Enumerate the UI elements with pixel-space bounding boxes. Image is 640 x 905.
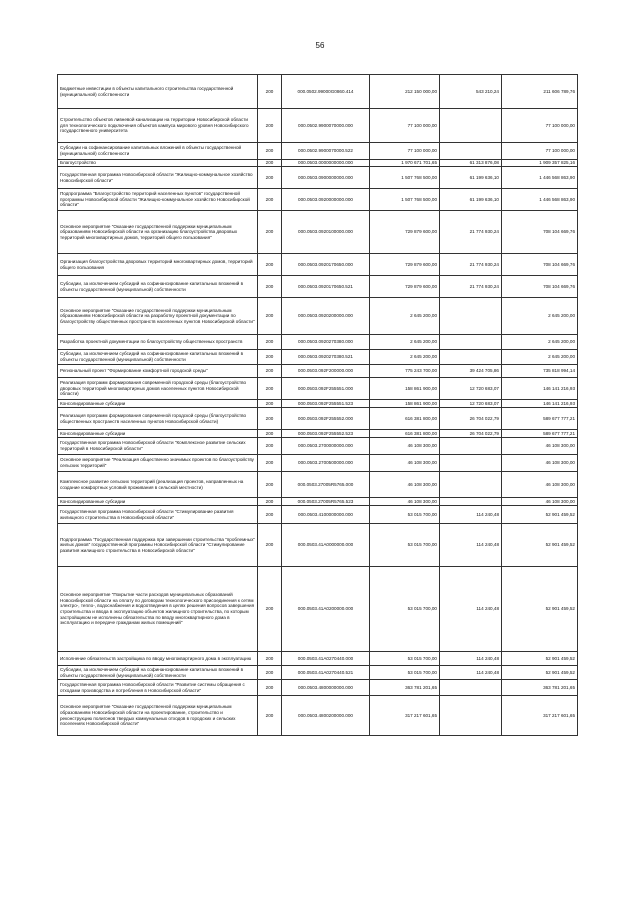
- row-name-cell: Субсидии, за исключением субсидий на софинансирование капитальных вложений в объекты государственной (муниципальной) собственности: [58, 666, 258, 680]
- row-change-amount-cell: [440, 109, 502, 143]
- row-admin-code-cell: 200: [258, 276, 282, 298]
- row-admin-code-cell: 200: [258, 143, 282, 160]
- row-total-amount-cell: 52 901 459,52: [502, 666, 578, 680]
- table-row: [58, 167, 578, 189]
- row-total-amount-cell: 363 781 201,65: [502, 680, 578, 696]
- row-name-cell: Государственная программа Новосибирской области "Развитие системы обращения с отходами производства и потребления в Новосибирской области": [58, 680, 258, 696]
- table-row: [58, 378, 578, 400]
- row-change-amount-cell: 114 240,48: [440, 506, 502, 524]
- table-row: [58, 680, 578, 696]
- row-planned-amount-cell: 212 150 000,00: [370, 75, 440, 109]
- page-number: 56: [315, 41, 325, 50]
- table-row: [58, 498, 578, 506]
- row-change-amount-cell: 39 424 705,86: [440, 365, 502, 378]
- row-change-amount-cell: [440, 335, 502, 350]
- table-body: [58, 75, 578, 736]
- row-total-amount-cell: 1 909 357 825,16: [502, 160, 578, 167]
- row-change-amount-cell: 114 240,48: [440, 567, 502, 652]
- row-planned-amount-cell: 53 015 700,00: [370, 524, 440, 567]
- row-classification-code-cell: 000.0503.41A0270440.000: [282, 652, 370, 666]
- row-planned-amount-cell: 729 879 600,00: [370, 211, 440, 254]
- budget-table: [57, 74, 578, 736]
- row-admin-code-cell: 200: [258, 506, 282, 524]
- row-name-cell: Субсидии, за исключением субсидий на софинансирование капитальных вложений в объекты государственной (муниципальной) собственности: [58, 350, 258, 365]
- row-name-cell: Государственная программа Новосибирской области "Жилищно-коммунальное хозяйство Новосибирской области": [58, 167, 258, 189]
- table-row: [58, 143, 578, 160]
- row-planned-amount-cell: 775 243 700,00: [370, 365, 440, 378]
- row-planned-amount-cell: 1 507 768 500,00: [370, 189, 440, 211]
- row-classification-code-cell: 000.0503.2700500000.000: [282, 455, 370, 472]
- row-change-amount-cell: [440, 680, 502, 696]
- table-row: [58, 455, 578, 472]
- table-row: [58, 211, 578, 254]
- row-classification-code-cell: 000.0503.0000000000.000: [282, 160, 370, 167]
- row-total-amount-cell: 2 645 200,00: [502, 335, 578, 350]
- table-row: [58, 666, 578, 680]
- table-row: [58, 408, 578, 430]
- row-change-amount-cell: 12 720 683,07: [440, 400, 502, 408]
- row-planned-amount-cell: 46 108 300,00: [370, 472, 440, 498]
- row-change-amount-cell: 21 774 930,24: [440, 276, 502, 298]
- row-admin-code-cell: 200: [258, 365, 282, 378]
- row-change-amount-cell: 61 313 876,08: [440, 160, 502, 167]
- row-total-amount-cell: 46 108 300,00: [502, 438, 578, 455]
- row-name-cell: Благоустройство: [58, 160, 258, 167]
- row-total-amount-cell: 52 901 459,52: [502, 506, 578, 524]
- row-total-amount-cell: 52 901 459,52: [502, 567, 578, 652]
- row-classification-code-cell: 000.0502.99000G0860.414: [282, 75, 370, 109]
- row-admin-code-cell: 200: [258, 298, 282, 335]
- row-total-amount-cell: 77 100 000,00: [502, 109, 578, 143]
- row-planned-amount-cell: 363 781 201,65: [370, 680, 440, 696]
- row-total-amount-cell: 146 141 216,93: [502, 400, 578, 408]
- row-planned-amount-cell: 729 879 600,00: [370, 276, 440, 298]
- row-classification-code-cell: 000.0503.41A0270440.521: [282, 666, 370, 680]
- row-change-amount-cell: [440, 438, 502, 455]
- row-admin-code-cell: 200: [258, 524, 282, 567]
- row-admin-code-cell: 200: [258, 680, 282, 696]
- row-planned-amount-cell: 317 217 601,65: [370, 696, 440, 736]
- row-admin-code-cell: 200: [258, 408, 282, 430]
- row-classification-code-cell: 000.0503.4800000000.000: [282, 680, 370, 696]
- row-classification-code-cell: 000.0503.4100000000.000: [282, 506, 370, 524]
- table-row: [58, 254, 578, 276]
- row-admin-code-cell: 200: [258, 160, 282, 167]
- row-total-amount-cell: 735 818 994,14: [502, 365, 578, 378]
- row-change-amount-cell: [440, 298, 502, 335]
- row-name-cell: Государственная программа Новосибирской области "Стимулирование развития жилищного строительства в Новосибирской области": [58, 506, 258, 524]
- row-name-cell: Основное мероприятие "Реализация общественно значимых проектов по благоустройству сельских территорий": [58, 455, 258, 472]
- table-row: [58, 335, 578, 350]
- row-admin-code-cell: 200: [258, 666, 282, 680]
- row-name-cell: Основное мероприятие "Оказание государственной поддержки муниципальным образованиям Новосибирской области на организацию благоустройства дворовых территорий многоквартирных домов, территорий общего пользования": [58, 211, 258, 254]
- row-planned-amount-cell: 53 015 700,00: [370, 652, 440, 666]
- row-classification-code-cell: 000.0503.41A0000000.000: [282, 524, 370, 567]
- row-planned-amount-cell: 2 645 200,00: [370, 335, 440, 350]
- row-classification-code-cell: 000.0503.4800200000.000: [282, 696, 370, 736]
- row-name-cell: Реализация программ формирования современной городской среды (благоустройство дворовых территорий многоквартирных домов населенных пунктов Новосибирской области): [58, 378, 258, 400]
- row-classification-code-cell: 000.0503.0920170650.000: [282, 254, 370, 276]
- row-total-amount-cell: 589 677 777,21: [502, 408, 578, 430]
- table-row: [58, 400, 578, 408]
- row-total-amount-cell: 1 446 568 863,90: [502, 167, 578, 189]
- row-planned-amount-cell: 2 645 200,00: [370, 298, 440, 335]
- row-admin-code-cell: 200: [258, 455, 282, 472]
- row-change-amount-cell: 543 210,24: [440, 75, 502, 109]
- row-planned-amount-cell: 1 970 671 701,65: [370, 160, 440, 167]
- row-admin-code-cell: 200: [258, 335, 282, 350]
- row-planned-amount-cell: 616 381 800,00: [370, 408, 440, 430]
- row-planned-amount-cell: 158 861 900,00: [370, 400, 440, 408]
- row-planned-amount-cell: 77 100 000,00: [370, 109, 440, 143]
- row-name-cell: Основное мероприятие "Покрытие части расходов муниципальных образований Новосибирской области на оплату по договорам технологического присоединения к сетям электро-, тепло-, водоснабжения и водоотведения в целях решения вопросов завершения строительства и ввода в эксплуатацию объектов жилищного строительства, по которым застройщиком не исполнены обязательства по вводу многоквартирного дома в эксплуатацию и передаче гражданам жилых помещений": [58, 567, 258, 652]
- table-row: [58, 365, 578, 378]
- row-name-cell: Консолидированные субсидии: [58, 498, 258, 506]
- row-name-cell: Реализация программ формирования современной городской среды (благоустройство общественных пространств населенных пунктов Новосибирской области): [58, 408, 258, 430]
- row-change-amount-cell: 21 774 930,24: [440, 211, 502, 254]
- row-admin-code-cell: 200: [258, 438, 282, 455]
- row-change-amount-cell: [440, 472, 502, 498]
- table-row: [58, 276, 578, 298]
- table-row: [58, 75, 578, 109]
- row-classification-code-cell: 000.0503.0920170650.521: [282, 276, 370, 298]
- row-classification-code-cell: 000.0503.092F255551.000: [282, 378, 370, 400]
- row-total-amount-cell: 52 901 459,52: [502, 524, 578, 567]
- row-admin-code-cell: 200: [258, 189, 282, 211]
- row-admin-code-cell: 200: [258, 75, 282, 109]
- row-admin-code-cell: 200: [258, 350, 282, 365]
- row-planned-amount-cell: 53 015 700,00: [370, 567, 440, 652]
- row-planned-amount-cell: 53 015 700,00: [370, 506, 440, 524]
- row-name-cell: Бюджетные инвестиции в объекты капитального строительства государственной (муниципальной) собственности: [58, 75, 258, 109]
- row-admin-code-cell: 200: [258, 211, 282, 254]
- row-name-cell: Подпрограмма "Благоустройство территорий населенных пунктов" государственной программы Новосибирской области "Жилищно-коммунальное хозяйство Новосибирской области": [58, 189, 258, 211]
- row-change-amount-cell: 26 704 022,79: [440, 408, 502, 430]
- row-total-amount-cell: 46 108 300,00: [502, 455, 578, 472]
- table-row: [58, 652, 578, 666]
- row-planned-amount-cell: 1 507 768 500,00: [370, 167, 440, 189]
- row-change-amount-cell: 21 774 930,24: [440, 254, 502, 276]
- row-name-cell: Подпрограмма "Государственная поддержка при завершении строительства "проблемных" жилых домов" государственной программы Новосибирской области "Стимулирование развития жилищного строительства в Новосибирской области": [58, 524, 258, 567]
- row-name-cell: Разработка проектной документации по благоустройству общественных пространств: [58, 335, 258, 350]
- row-classification-code-cell: 000.0503.41A0200000.000: [282, 567, 370, 652]
- row-classification-code-cell: 000.0503.0920000000.000: [282, 189, 370, 211]
- row-admin-code-cell: 200: [258, 167, 282, 189]
- row-classification-code-cell: 000.0503.2700000000.000: [282, 438, 370, 455]
- row-name-cell: Исполнение обязательств застройщика по вводу многоквартирного дома в эксплуатацию: [58, 652, 258, 666]
- row-total-amount-cell: 211 606 789,76: [502, 75, 578, 109]
- table-row: [58, 109, 578, 143]
- row-total-amount-cell: 708 104 669,76: [502, 254, 578, 276]
- row-planned-amount-cell: 2 645 200,00: [370, 350, 440, 365]
- row-classification-code-cell: 000.0503.27005R5765.523: [282, 498, 370, 506]
- row-classification-code-cell: 000.0503.0900000000.000: [282, 167, 370, 189]
- table-row: [58, 350, 578, 365]
- row-change-amount-cell: 114 240,48: [440, 524, 502, 567]
- row-change-amount-cell: [440, 143, 502, 160]
- row-change-amount-cell: 114 240,48: [440, 652, 502, 666]
- row-planned-amount-cell: 53 015 700,00: [370, 666, 440, 680]
- table-row: [58, 567, 578, 652]
- row-admin-code-cell: 200: [258, 378, 282, 400]
- row-name-cell: Региональный проект "Формирование комфортной городской среды": [58, 365, 258, 378]
- row-planned-amount-cell: 46 108 300,00: [370, 498, 440, 506]
- row-total-amount-cell: 146 141 216,93: [502, 378, 578, 400]
- row-classification-code-cell: 000.0503.0920270380.000: [282, 335, 370, 350]
- row-admin-code-cell: 200: [258, 109, 282, 143]
- row-change-amount-cell: 61 199 636,10: [440, 167, 502, 189]
- table-row: [58, 506, 578, 524]
- row-planned-amount-cell: 46 108 300,00: [370, 438, 440, 455]
- row-admin-code-cell: 200: [258, 472, 282, 498]
- row-admin-code-cell: 200: [258, 652, 282, 666]
- row-planned-amount-cell: 729 879 600,00: [370, 254, 440, 276]
- row-change-amount-cell: 114 240,48: [440, 666, 502, 680]
- row-total-amount-cell: 2 645 200,00: [502, 350, 578, 365]
- row-name-cell: Организация благоустройства дворовых территорий многоквартирных домов, территорий общего пользования: [58, 254, 258, 276]
- row-admin-code-cell: 200: [258, 400, 282, 408]
- row-name-cell: Строительство объектов ливневой канализации на территории Новосибирской области для технологического подключения объектов кампуса мирового уровня Новосибирского государственного университета: [58, 109, 258, 143]
- table-row: [58, 696, 578, 736]
- row-admin-code-cell: 200: [258, 430, 282, 438]
- row-total-amount-cell: 46 108 300,00: [502, 472, 578, 498]
- row-classification-code-cell: 000.0502.9900070000.000: [282, 109, 370, 143]
- row-change-amount-cell: [440, 696, 502, 736]
- row-admin-code-cell: 200: [258, 254, 282, 276]
- row-total-amount-cell: 46 108 300,00: [502, 498, 578, 506]
- row-total-amount-cell: 708 104 669,76: [502, 276, 578, 298]
- row-admin-code-cell: 200: [258, 498, 282, 506]
- row-classification-code-cell: 000.0503.0920200000.000: [282, 298, 370, 335]
- row-name-cell: Субсидии на софинансирование капитальных вложений в объекты государственной (муниципальной) собственности: [58, 143, 258, 160]
- row-classification-code-cell: 000.0503.092F200000.000: [282, 365, 370, 378]
- row-change-amount-cell: 61 199 636,10: [440, 189, 502, 211]
- row-admin-code-cell: 200: [258, 696, 282, 736]
- row-total-amount-cell: 2 645 200,00: [502, 298, 578, 335]
- row-classification-code-cell: 000.0502.9900070000.522: [282, 143, 370, 160]
- row-name-cell: Консолидированные субсидии: [58, 430, 258, 438]
- table-row: [58, 472, 578, 498]
- row-classification-code-cell: 000.0503.092F255552.523: [282, 430, 370, 438]
- row-change-amount-cell: [440, 455, 502, 472]
- row-classification-code-cell: 000.0503.27005R5765.000: [282, 472, 370, 498]
- row-classification-code-cell: 000.0503.092F255551.523: [282, 400, 370, 408]
- row-name-cell: Основное мероприятие "Оказание государственной поддержки муниципальным образованиям Новосибирской области на проектирование, строительство и реконструкцию полигонов твердых коммунальных отходов в городских и сельских поселениях Новосибирской области": [58, 696, 258, 736]
- row-name-cell: Государственная программа Новосибирской области "Комплексное развитие сельских территорий в Новосибирской области": [58, 438, 258, 455]
- row-planned-amount-cell: 46 108 300,00: [370, 455, 440, 472]
- row-total-amount-cell: 317 217 601,65: [502, 696, 578, 736]
- row-planned-amount-cell: 616 381 800,00: [370, 430, 440, 438]
- table-row: [58, 160, 578, 167]
- table-row: [58, 189, 578, 211]
- row-change-amount-cell: [440, 498, 502, 506]
- row-change-amount-cell: [440, 350, 502, 365]
- row-classification-code-cell: 000.0503.0920270380.521: [282, 350, 370, 365]
- row-name-cell: Консолидированные субсидии: [58, 400, 258, 408]
- row-admin-code-cell: 200: [258, 567, 282, 652]
- row-name-cell: Основное мероприятие "Оказание государственной поддержки муниципальным образованиям Новосибирской области на разработку проектной документации по благоустройству общественных пространств населенных пунктов Новосибирской области": [58, 298, 258, 335]
- row-classification-code-cell: 000.0503.092F255552.000: [282, 408, 370, 430]
- row-total-amount-cell: 52 901 459,52: [502, 652, 578, 666]
- row-planned-amount-cell: 77 100 000,00: [370, 143, 440, 160]
- row-total-amount-cell: 708 104 669,76: [502, 211, 578, 254]
- row-planned-amount-cell: 158 861 900,00: [370, 378, 440, 400]
- table-row: [58, 438, 578, 455]
- row-total-amount-cell: 1 446 568 863,90: [502, 189, 578, 211]
- row-name-cell: Субсидии, за исключением субсидий на софинансирование капитальных вложений в объекты государственной (муниципальной) собственности: [58, 276, 258, 298]
- table-row: [58, 430, 578, 438]
- row-total-amount-cell: 589 677 777,21: [502, 430, 578, 438]
- row-change-amount-cell: 12 720 683,07: [440, 378, 502, 400]
- table-row: [58, 524, 578, 567]
- row-total-amount-cell: 77 100 000,00: [502, 143, 578, 160]
- table-row: [58, 298, 578, 335]
- row-change-amount-cell: 26 704 022,79: [440, 430, 502, 438]
- row-name-cell: Комплексное развитие сельских территорий (реализация проектов, направленных на создание комфортных условий проживания в сельской местности): [58, 472, 258, 498]
- row-classification-code-cell: 000.0503.0920100000.000: [282, 211, 370, 254]
